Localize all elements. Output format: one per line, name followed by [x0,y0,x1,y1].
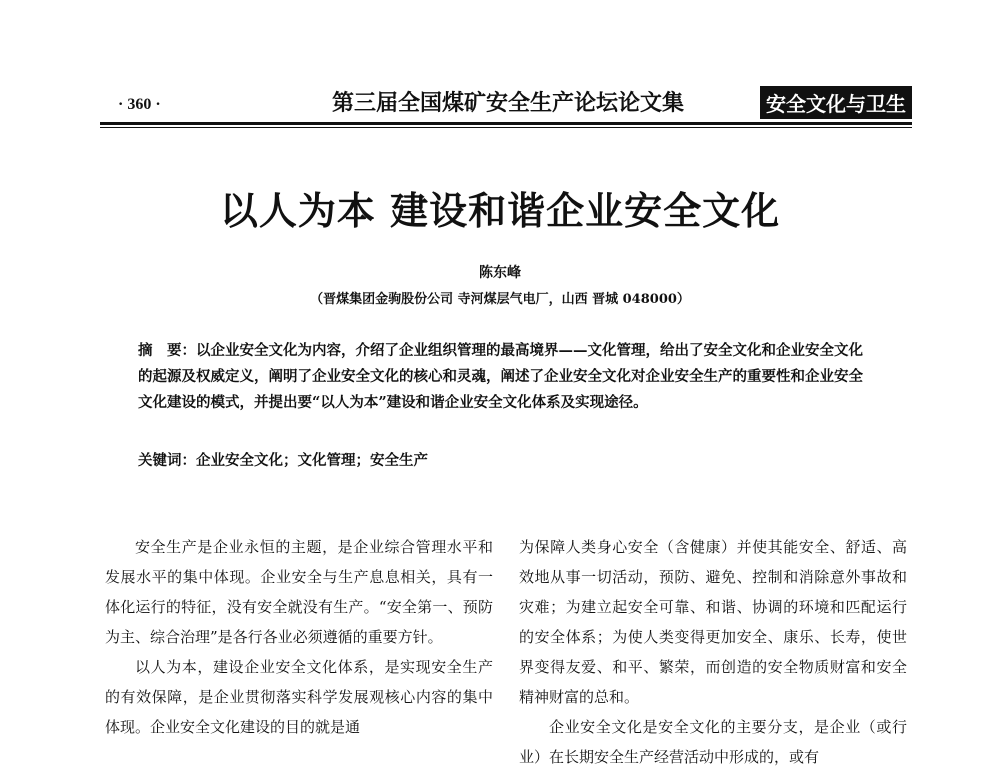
abstract-label: 摘 要： [138,343,196,359]
journal-title: 第三届全国煤矿安全生产论坛论文集 [332,91,685,116]
article-title: 以人为本 建设和谐企业安全文化 [219,189,781,233]
abstract-text: 以企业安全文化为内容，介绍了企业组织管理的最高境界——文化管理，给出了安全文化和企业安全文化的起源及权威定义，阐明了企业安全文化的核心和灵魂，阐述了企业安全文化对企业安全生产的重要性和企业安全文化建设的模式，并提出要“以人为本”建设和谐企业安全文化体系及实现途径。 [138,342,863,411]
body-paragraph: 企业安全文化是安全文化的主要分支，是企业（或行业）在长期安全生产经营活动中形成的，或有 [519,718,907,766]
header-rule-thin [100,127,912,128]
running-header [100,84,912,124]
author-affiliation: （晋煤集团金驹股份公司 寺河煤层气电厂，山西 晋城 048000） [310,292,690,307]
abstract [138,338,876,416]
page-number: · 360 · [118,96,161,113]
header-rule [100,122,912,125]
keywords [138,448,876,474]
body-column-left [105,532,493,742]
body-paragraph: 以人为本，建设企业安全文化体系，是实现安全生产的有效保障，是企业贯彻落实科学发展观核心内容的集中体现。企业安全文化建设的目的就是通 [105,658,493,736]
body-paragraph: 为保障人类身心安全（含健康）并使其能安全、舒适、高效地从事一切活动，预防、避免、控制和消除意外事故和灾难；为建立起安全可靠、和谐、协调的环境和匹配运行的安全体系；为使人类变得更加安全、康乐、长寿，使世界变得友爱、和平、繁荣，而创造的安全物质财富和安全精神财富的总和。 [519,538,907,706]
keywords-text: 企业安全文化；文化管理；安全生产 [196,452,428,469]
body-column-right [519,532,907,772]
section-badge: 安全文化与卫生 [760,86,912,119]
body-paragraph: 安全生产是企业永恒的主题，是企业综合管理水平和发展水平的集中体现。企业安全与生产息息相关，具有一体化运行的特征，没有安全就没有生产。“安全第一、预防为主、综合治理”是各行各业必须遵循的重要方针。 [105,538,493,646]
author-name: 陈东峰 [479,265,521,281]
keywords-label: 关键词： [138,453,196,469]
